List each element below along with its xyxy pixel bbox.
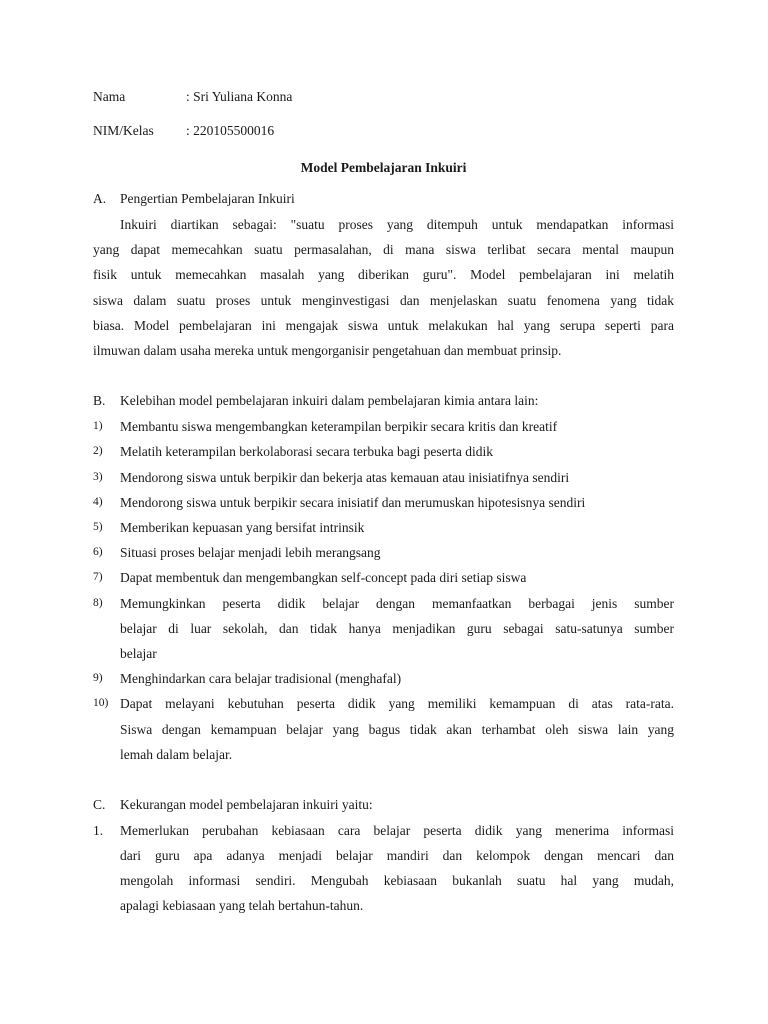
list-item — [93, 465, 674, 490]
list-item-text: Dapat melayani kebutuhan peserta didik yang memiliki kemampuan di atas rata-rata. — [120, 696, 674, 712]
nim-value: : 220105500016 — [186, 123, 275, 138]
section-c-list — [93, 818, 674, 919]
paragraph-line: biasa. Model pembelajaran ini mengajak siswa untuk melakukan hal yang serupa seperti para — [93, 317, 674, 333]
list-item-number: 6) — [93, 546, 103, 559]
document-title: Model Pembelajaran Inkuiri — [300, 160, 467, 175]
list-item-text: apalagi kebiasaan yang telah bertahun-tahun. — [120, 898, 364, 914]
name-value: : Sri Yuliana Konna — [186, 89, 293, 104]
section-c-mark: C. — [93, 796, 106, 812]
list-item-number: 8) — [93, 596, 103, 609]
list-item-text: Membantu siswa mengembangkan keterampilan berpikir secara kritis dan kreatif — [120, 419, 558, 435]
section-c-title: Kekurangan model pembelajaran inkuiri yaitu: — [120, 796, 373, 812]
name-row — [93, 86, 674, 120]
list-item-number: 2) — [93, 445, 103, 458]
section-a-mark: A. — [93, 191, 107, 206]
list-item-text: Mendorong siswa untuk berpikir dan bekerja atas kemauan atau inisiatifnya sendiri — [120, 469, 570, 485]
section-a-paragraph — [93, 212, 674, 363]
section-a-title: Pengertian Pembelajaran Inkuiri — [120, 191, 295, 206]
list-item-text: Memerlukan perubahan kebiasaan cara belajar peserta didik yang menerima informasi — [120, 822, 674, 838]
list-item-text: belajar di luar sekolah, dan tidak hanya menjadikan guru sebagai satu-satunya sumber — [120, 620, 674, 636]
section-b-heading — [93, 388, 674, 414]
paragraph-line: ilmuwan dalam usaha mereka untuk mengorganisir pengetahuan dan membuat prinsip. — [93, 342, 562, 358]
section-c-heading — [93, 792, 674, 818]
list-item-text: belajar — [120, 645, 157, 661]
list-item-number: 1) — [93, 420, 103, 433]
list-item — [93, 490, 674, 515]
list-item-text: Menghindarkan cara belajar tradisional (menghafal) — [120, 671, 402, 687]
list-item — [93, 691, 674, 767]
list-item — [93, 414, 674, 439]
list-item — [93, 818, 674, 919]
list-item-number: 3) — [93, 470, 103, 483]
list-item — [93, 565, 674, 590]
section-b-mark: B. — [93, 393, 106, 409]
paragraph-line: Inkuiri diartikan sebagai: "suatu proses yang ditempuh untuk mendapatkan informasi — [120, 217, 674, 232]
name-label: Nama — [93, 89, 126, 104]
list-item-text: mengolah informasi sendiri. Mengubah kebiasaan bukanlah suatu hal yang mudah, — [120, 873, 674, 889]
list-item-number: 10) — [93, 697, 109, 710]
nim-row — [93, 120, 674, 154]
paragraph-line: siswa dalam suatu proses untuk menginvestigasi dan menjelaskan suatu fenomena yang tidak — [93, 292, 674, 308]
document-page — [93, 86, 674, 919]
list-item-text: Siswa dengan kemampuan belajar yang bagus tidak akan terhambat oleh siswa lain yang — [120, 721, 674, 737]
list-item-text: Melatih keterampilan berkolaborasi secara terbuka bagi peserta didik — [120, 444, 493, 460]
section-b-list — [93, 414, 674, 767]
list-item-text: Mendorong siswa untuk berpikir secara inisiatif dan merumuskan hipotesisnya sendiri — [120, 494, 586, 510]
list-item-number: 1. — [93, 822, 104, 838]
list-item-text: lemah dalam belajar. — [120, 746, 233, 762]
list-item-text: Memungkinkan peserta didik belajar dengan memanfaatkan berbagai jenis sumber — [120, 595, 674, 611]
spacer — [93, 363, 674, 388]
section-a-heading — [93, 186, 674, 212]
list-item — [93, 666, 674, 691]
section-b-title: Kelebihan model pembelajaran inkuiri dalam pembelajaran kimia antara lain: — [120, 393, 539, 409]
list-item — [93, 591, 674, 667]
paragraph-line: fisik untuk memecahkan masalah yang diberikan guru". Model pembelajaran ini melatih — [93, 267, 674, 283]
list-item-number: 5) — [93, 520, 103, 533]
paragraph-line: yang dapat memecahkan suatu permasalahan, di mana siswa terlibat secara mental maupun — [93, 242, 674, 258]
list-item — [93, 439, 674, 464]
list-item — [93, 540, 674, 565]
list-item-text: Dapat membentuk dan mengembangkan self-concept pada diri setiap siswa — [120, 570, 527, 586]
list-item-text: dari guru apa adanya menjadi belajar mandiri dan kelompok dengan mencari dan — [120, 848, 674, 864]
list-item — [93, 515, 674, 540]
list-item-number: 9) — [93, 672, 103, 685]
list-item-number: 7) — [93, 571, 103, 584]
spacer — [93, 767, 674, 792]
list-item-number: 4) — [93, 495, 103, 508]
list-item-text: Memberikan kepuasan yang bersifat intrinsik — [120, 519, 365, 535]
list-item-text: Situasi proses belajar menjadi lebih merangsang — [120, 545, 381, 561]
nim-label: NIM/Kelas — [93, 123, 154, 138]
